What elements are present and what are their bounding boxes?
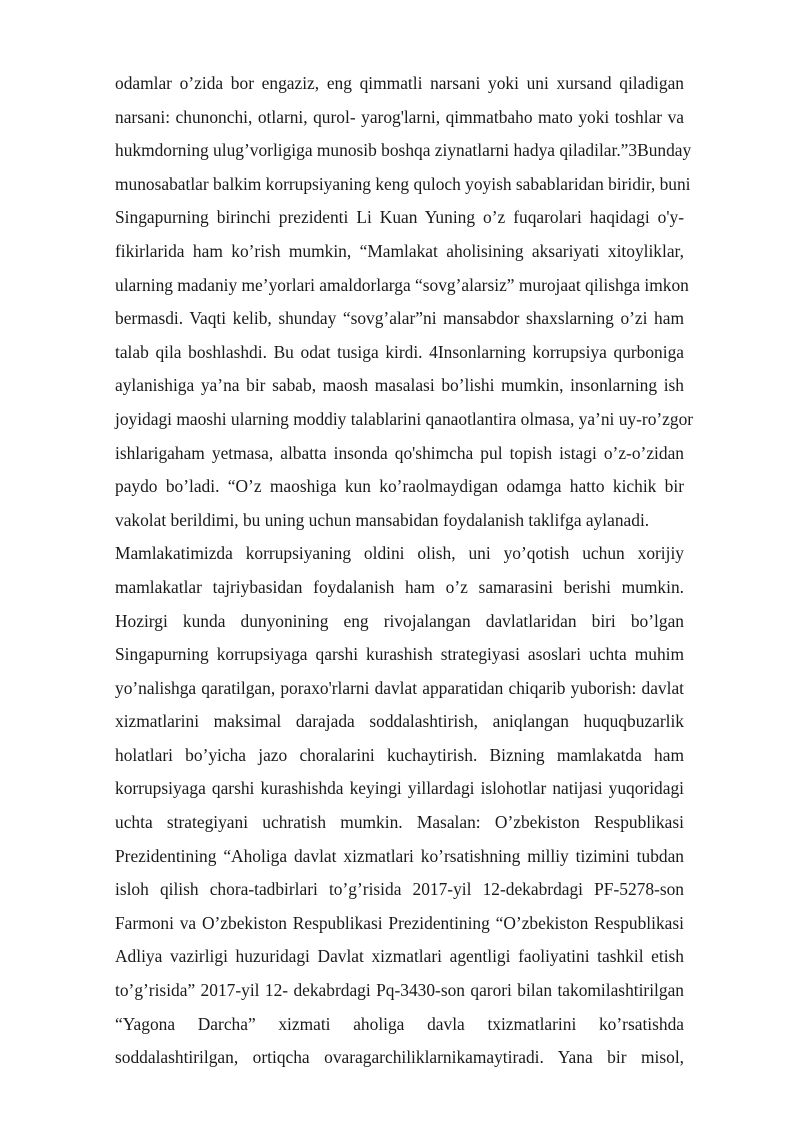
text-line: ishlarigaham yetmasa, albatta insonda qo'shimcha pul topish istagi o’z-o’zidan (115, 442, 684, 463)
text-line: to’g’risida” 2017-yil 12- dekabrdagi Pq-3430-son qarori bilan takomilashtirilgan (115, 980, 684, 1001)
text-line: talab qila boshlashdi. Bu odat tusiga kirdi. 4Insonlarning korrupsiya qurboniga (115, 341, 684, 362)
text-line: munosabatlar balkim korrupsiyaning keng quloch yoyish sabablaridan biridir, buni (115, 173, 691, 194)
text-line: odamlar o’zida bor engaziz, eng qimmatli narsani yoki uni xursand qiladigan (115, 73, 684, 93)
text-line: aylanishiga ya’na bir sabab, maosh masalasi bo’lishi mumkin, insonlarning ish (115, 375, 684, 396)
text-line: hukmdorning ulug’vorligiga munosib boshqa ziynatlarni hadya qiladilar.”3Bunday (115, 140, 692, 161)
text-line: isloh qilish chora-tadbirlari to’g’risida 2017-yil 12-dekabrdagi PF-5278-son (115, 879, 684, 900)
body-text (115, 67, 694, 1075)
text-line: Farmoni va O’zbekiston Respublikasi Prezidentining “O’zbekiston Respublikasi (115, 912, 684, 933)
text-line: vakolat berildimi, bu uning uchun mansabidan foydalanish taklifga aylanadi. (115, 509, 650, 530)
text-line: Prezidentining “Aholiga davlat xizmatlari ko’rsatishning milliy tizimini tubdan (115, 845, 684, 866)
paragraph-1 (115, 67, 694, 537)
text-line: ularning madaniy me’yorlari amaldorlarga “sovg’alarsiz” murojaat qilishga imkon (115, 274, 689, 295)
text-line: fikirlarida ham ko’rish mumkin, “Mamlakat aholisining aksariyati xitoyliklar, (115, 240, 684, 261)
text-line: Singapurning korrupsiyaga qarshi kurashish strategiyasi asoslari uchta muhim (115, 644, 684, 665)
text-line: paydo bo’ladi. “O’z maoshiga kun ko’raolmaydigan odamga hatto kichik bir (115, 476, 684, 497)
text-line: korrupsiyaga qarshi kurashishda keyingi yillardagi islohotlar natijasi yuqoridagi (115, 778, 684, 799)
text-line: yo’nalishga qaratilgan, poraxo'rlarni davlat apparatidan chiqarib yuborish: davlat (115, 677, 684, 698)
text-line: narsani: chunonchi, otlarni, qurol- yarog'larni, qimmatbaho mato yoki toshlar va (115, 106, 684, 127)
text-line: xizmatlarini maksimal darajada soddalashtirish, aniqlangan huquqbuzarlik (115, 711, 684, 732)
text-line: uchta strategiyani uchratish mumkin. Masalan: O’zbekiston Respublikasi (115, 812, 684, 833)
paragraph-2 (115, 537, 684, 1075)
text-line: soddalashtirilgan, ortiqcha ovaragarchiliklarnikamaytiradi. Yana bir misol, (115, 1047, 684, 1068)
text-line: holatlari bo’yicha jazo choralarini kuchaytirish. Bizning mamlakatda ham (115, 744, 684, 765)
text-line: Adliya vazirligi huzuridagi Davlat xizmatlari agentligi faoliyatini tashkil etish (115, 946, 684, 967)
text-line: “Yagona Darcha” xizmati aholiga davla txizmatlarini ko’rsatishda (115, 1013, 684, 1034)
text-line: Singapurning birinchi prezidenti Li Kuan Yuning o’z fuqarolari haqidagi o'y- (115, 207, 684, 228)
text-line: joyidagi maoshi ularning moddiy talablarini qanaotlantira olmasa, ya’ni uy-ro’zgor (115, 408, 694, 429)
text-line: mamlakatlar tajriybasidan foydalanish ham o’z samarasini berishi mumkin. (115, 576, 684, 597)
text-line: Hozirgi kunda dunyonining eng rivojalangan davlatlaridan biri bo’lgan (115, 610, 684, 631)
text-line: Mamlakatimizda korrupsiyaning oldini olish, uni yo’qotish uchun xorijiy (115, 543, 684, 564)
text-line: bermasdi. Vaqti kelib, shunday “sovg’alar”ni mansabdor shaxslarning o’zi ham (115, 308, 684, 329)
